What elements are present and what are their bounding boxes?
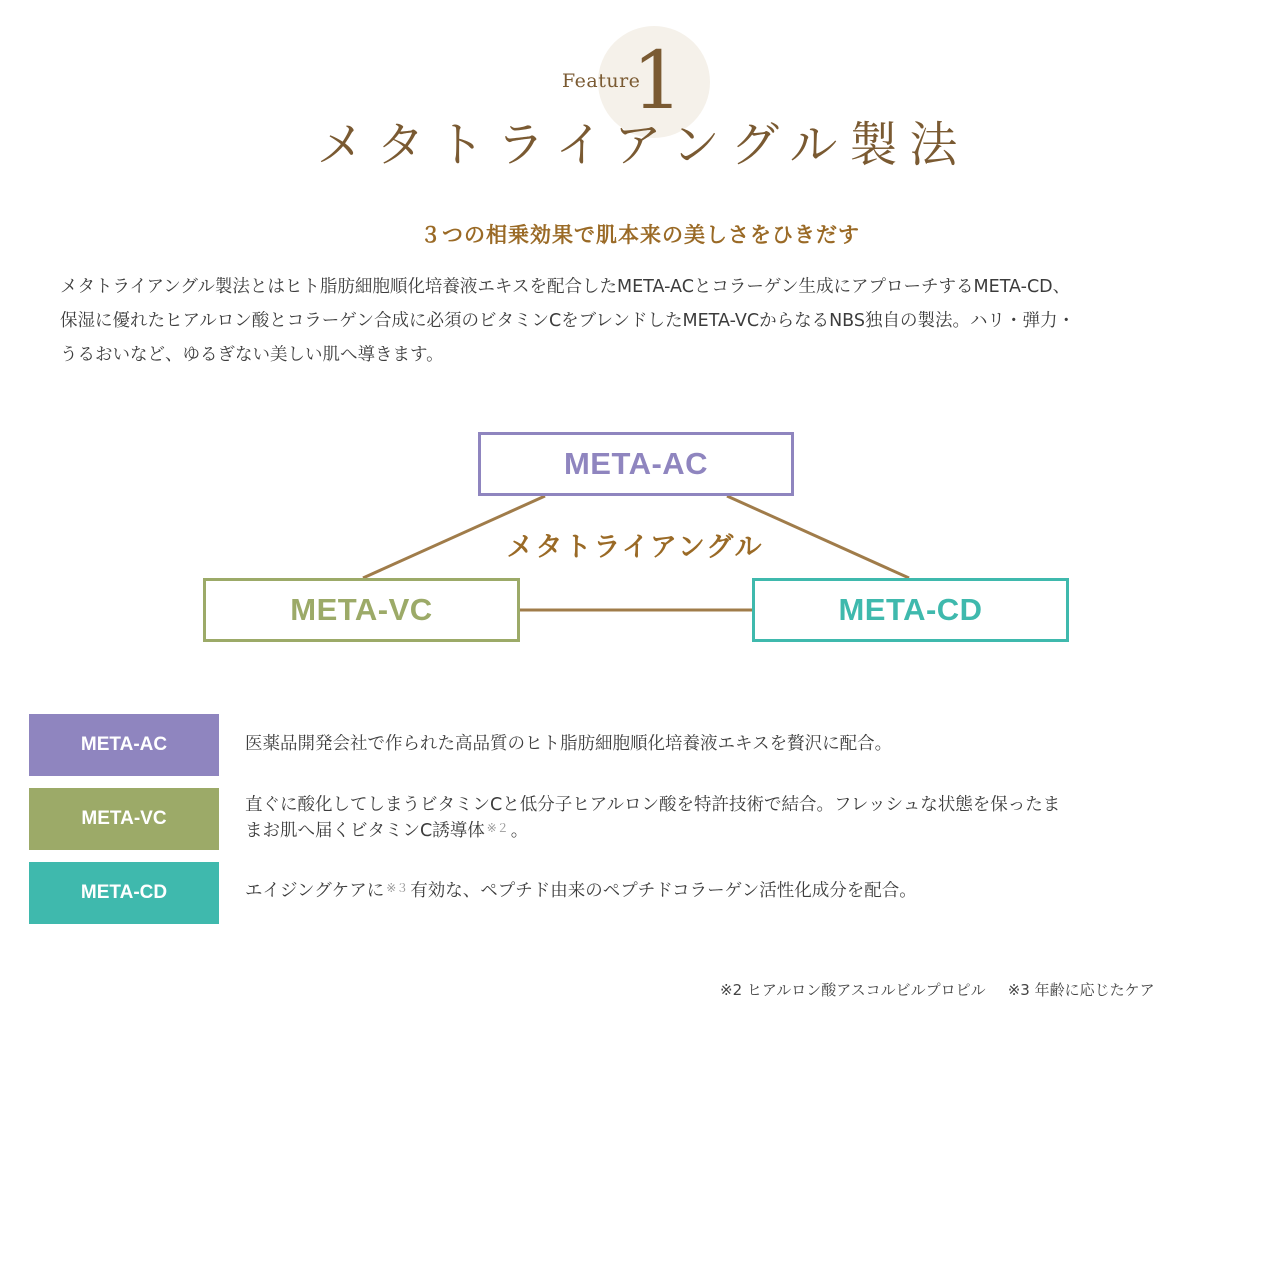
footnote-ref-2: ※２: [486, 821, 509, 835]
footnotes: [720, 978, 1200, 1002]
diagram-center-label: メタトライアングル: [506, 532, 764, 563]
legend-text-meta-ac: 医薬品開発会社で作られた高品質のヒト脂肪細胞順化培養液エキスを贅沢に配合。: [245, 734, 893, 754]
legend-text-segment: 有効な、ペプチド由来のペプチドコラーゲン活性化成分を配合。: [410, 881, 917, 901]
legend-row-meta-ac: [29, 714, 1229, 776]
footnote-ref-3: ※３: [386, 881, 409, 895]
legend-text-meta-cd: [245, 878, 1185, 905]
feature-number: 1: [632, 34, 683, 127]
description-line: メタトライアングル製法とはヒト脂肪細胞順化培養液エキスを配合したMETA-ACとコラーゲン生成にアプローチするMETA-CD、: [60, 277, 1071, 297]
footnote-2: ※2 ヒアルロン酸アスコルビルプロピル: [720, 981, 986, 999]
page-title: メタトライアングル製法: [316, 117, 970, 173]
description-line: うるおいなど、ゆるぎない美しい肌へ導きます。: [60, 345, 444, 365]
footnote-3: ※3 年齢に応じたケア: [1007, 981, 1155, 999]
legend-text-meta-vc: [245, 792, 1185, 845]
feature-label: Feature: [562, 70, 641, 92]
legend-row-meta-vc: [29, 788, 1229, 850]
legend-text-line: [245, 818, 1185, 845]
legend-label-meta-cd: META-CD: [29, 862, 219, 924]
legend-text-line: 直ぐに酸化してしまうビタミンCと低分子ヒアルロン酸を特許技術で結合。フレッシュな状態を保ったま: [245, 795, 1061, 815]
legend-row-meta-cd: [29, 862, 1229, 924]
diagram-box-meta-vc: META-VC: [203, 578, 520, 642]
legend-text-segment: 。: [510, 821, 529, 841]
diagram-box-meta-cd: META-CD: [752, 578, 1069, 642]
description-line: 保湿に優れたヒアルロン酸とコラーゲン合成に必須のビタミンCをブレンドしたMETA-VCからなるNBS独自の製法。ハリ・弾力・: [60, 311, 1075, 331]
meta-triangle-diagram: [0, 420, 1280, 660]
diagram-box-meta-ac: META-AC: [478, 432, 794, 496]
legend-label-meta-ac: META-AC: [29, 714, 219, 776]
legend-text-segment: まお肌へ届くビタミンC誘導体: [245, 821, 485, 841]
legend-label-meta-vc: META-VC: [29, 788, 219, 850]
subtitle: ３つの相乗効果で肌本来の美しさをひきだす: [420, 223, 860, 247]
description: [60, 270, 1230, 372]
legend-text-segment: エイジングケアに: [245, 881, 385, 901]
